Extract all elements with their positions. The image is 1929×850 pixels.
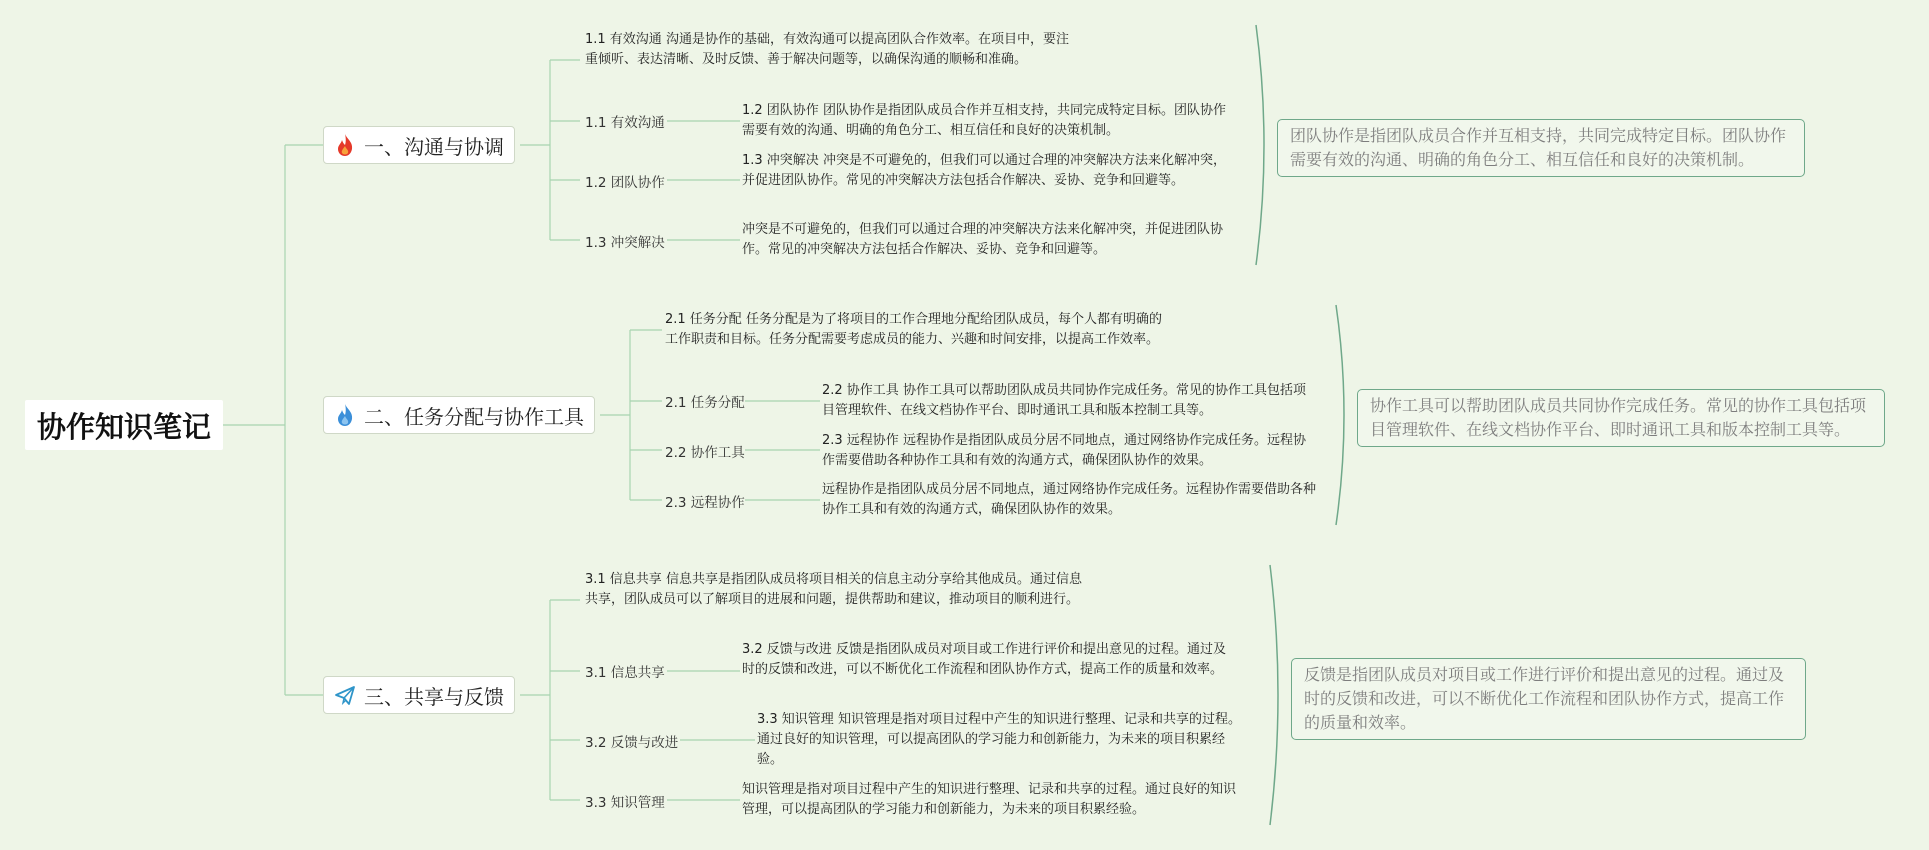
branch-intro: 2.1 任务分配 任务分配是为了将项目的工作合理地分配给团队成员，每个人都有明确的工作职责和目标。任务分配需要考虑成员的能力、兴趣和时间安排，以提高工作效率。 xyxy=(665,312,1162,347)
child-note: 3.2 反馈与改进 反馈是指团队成员对项目或工作进行评价和提出意见的过程。通过及时的反馈和改进，可以不断优化工作流程和团队协作方式，提高工作的质量和效率。 xyxy=(742,642,1226,677)
summary-box[interactable]: 协作工具可以帮助团队成员共同协作完成任务。常见的协作工具包括项目管理软件、在线文档协作平台、即时通讯工具和版本控制工具等。 xyxy=(1357,389,1885,447)
child-label[interactable]: 1.1 有效沟通 xyxy=(585,115,665,131)
child-note: 远程协作是指团队成员分居不同地点，通过网络协作完成任务。远程协作需要借助各种协作工具和有效的沟通方式，确保团队协作的效果。 xyxy=(822,482,1317,517)
summary-box[interactable]: 团队协作是指团队成员合作并互相支持，共同完成特定目标。团队协作需要有效的沟通、明确的角色分工、相互信任和良好的决策机制。 xyxy=(1277,119,1805,177)
branch-intro: 1.1 有效沟通 沟通是协作的基础，有效沟通可以提高团队合作效率。在项目中，要注重倾听、表达清晰、及时反馈、善于解决问题等，以确保沟通的顺畅和准确。 xyxy=(585,32,1069,67)
child-note: 2.2 协作工具 协作工具可以帮助团队成员共同协作完成任务。常见的协作工具包括项目管理软件、在线文档协作平台、即时通讯工具和版本控制工具等。 xyxy=(822,383,1306,418)
child-label[interactable]: 2.3 远程协作 xyxy=(665,495,745,511)
child-label[interactable]: 3.1 信息共享 xyxy=(585,665,665,681)
child-note: 1.3 冲突解决 冲突是不可避免的，但我们可以通过合理的冲突解决方法来化解冲突，并促进团队协作。常见的冲突解决方法包括合作解决、妥协、竞争和回避等。 xyxy=(742,153,1226,188)
branch-node-communication[interactable] xyxy=(323,126,515,164)
child-label[interactable]: 1.2 团队协作 xyxy=(585,175,665,191)
branch-node-share-feedback[interactable] xyxy=(323,676,515,714)
child-label[interactable]: 3.3 知识管理 xyxy=(585,795,665,811)
root-title: 协作知识笔记 xyxy=(36,409,211,444)
child-note: 冲突是不可避免的，但我们可以通过合理的冲突解决方法来化解冲突，并促进团队协作。常见的冲突解决方法包括合作解决、妥协、竞争和回避等。 xyxy=(742,222,1224,257)
child-label[interactable]: 1.3 冲突解决 xyxy=(585,235,665,251)
paper-plane-icon xyxy=(334,683,356,707)
branch-intro: 3.1 信息共享 信息共享是指团队成员将项目相关的信息主动分享给其他成员。通过信息共享，团队成员可以了解项目的进展和问题，提供帮助和建议，推动项目的顺利进行。 xyxy=(585,572,1082,607)
summary-box[interactable]: 反馈是指团队成员对项目或工作进行评价和提出意见的过程。通过及时的反馈和改进，可以不断优化工作流程和团队协作方式，提高工作的质量和效率。 xyxy=(1291,658,1806,740)
child-label[interactable]: 2.1 任务分配 xyxy=(665,395,745,411)
branch-node-task-tools[interactable] xyxy=(323,396,595,434)
branch-title: 三、共享与反馈 xyxy=(364,684,504,709)
child-note: 1.2 团队协作 团队协作是指团队成员合作并互相支持，共同完成特定目标。团队协作需要有效的沟通、明确的角色分工、相互信任和良好的决策机制。 xyxy=(742,103,1226,138)
child-label[interactable]: 2.2 协作工具 xyxy=(665,445,745,461)
child-note: 2.3 远程协作 远程协作是指团队成员分居不同地点，通过网络协作完成任务。远程协作需要借助各种协作工具和有效的沟通方式，确保团队协作的效果。 xyxy=(822,433,1306,468)
child-note: 3.3 知识管理 知识管理是指对项目过程中产生的知识进行整理、记录和共享的过程。通过良好的知识管理，可以提高团队的学习能力和创新能力，为未来的项目积累经验。 xyxy=(757,712,1241,767)
child-label[interactable]: 3.2 反馈与改进 xyxy=(585,735,679,751)
flame-icon xyxy=(334,403,356,427)
root-node[interactable] xyxy=(25,400,223,450)
child-note: 知识管理是指对项目过程中产生的知识进行整理、记录和共享的过程。通过良好的知识管理，可以提高团队的学习能力和创新能力，为未来的项目积累经验。 xyxy=(742,782,1237,817)
branch-title: 一、沟通与协调 xyxy=(364,134,504,159)
fire-icon xyxy=(334,133,356,157)
branch-title: 二、任务分配与协作工具 xyxy=(364,404,584,429)
